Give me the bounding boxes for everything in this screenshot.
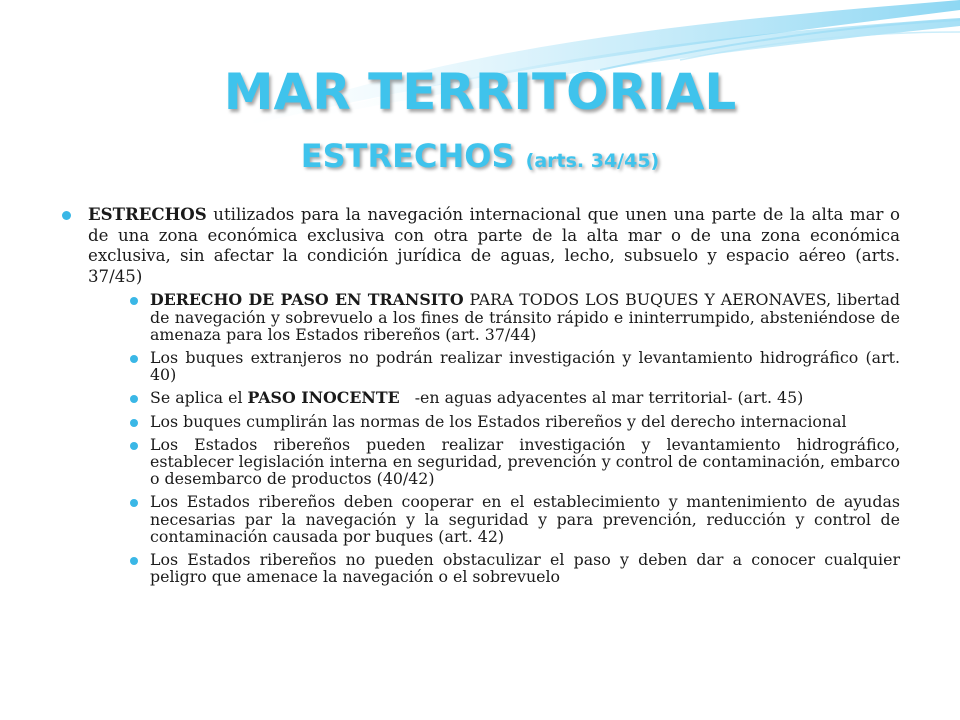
bullet-dot-icon <box>130 419 138 427</box>
sub-bullet-pre: Los Estados ribereños deben cooperar en el establecimiento y mantenimiento de ayudas necesarias par la navegación y la seguridad y para prevención, reducción y control de contaminación causada por buques (art. 42) <box>150 492 900 546</box>
sub-bullet-pre: Los Estados ribereños no pueden obstaculizar el paso y deben dar a conocer cualquier peligro que amenace la navegación o el sobrevuelo <box>150 550 900 587</box>
sub-bullet-pre: Los buques cumplirán las normas de los Estados ribereños y del derecho internacional <box>150 411 847 431</box>
sub-bullet-text: PARA TODOS LOS BUQUES Y AERONAVES, libertad de navegación y sobrevuelo a los fines de tránsito rápido e ininterrumpido, absteniéndose de amenaza para los Estados ribereños (art. 37/44) <box>150 290 900 344</box>
sub-bullet-pre: Se aplica el <box>150 388 248 408</box>
subtitle-text: ESTRECHOS <box>300 137 515 175</box>
sub-bullet-item <box>88 413 900 430</box>
slide-title: MAR TERRITORIAL <box>223 63 737 121</box>
sub-bullet-pre: Los buques extranjeros no podrán realizar investigación y levantamiento hidrográfico (art. 40) <box>150 347 900 385</box>
main-list <box>62 204 900 585</box>
sub-bullet-item <box>88 291 900 343</box>
sub-bullet-pre: Los Estados ribereños pueden realizar investigación y levantamiento hidrográfico, establecer legislación interna en seguridad, prevención y control de contaminación, embarco o desembarco de productos (40/42) <box>150 434 900 489</box>
sub-bullet-item <box>88 493 900 545</box>
main-bullet-term: ESTRECHOS <box>88 204 207 224</box>
sub-bullet-item <box>88 349 900 383</box>
bullet-dot-icon <box>130 395 138 403</box>
bullet-dot-icon <box>130 442 138 450</box>
sub-list <box>88 291 900 585</box>
bullet-dot-icon <box>62 211 71 220</box>
bullet-dot-icon <box>130 557 138 565</box>
slide-body <box>62 204 900 591</box>
sub-bullet-item <box>88 436 900 488</box>
main-bullet-text: utilizados para la navegación internacional que unen una parte de la alta mar o de una zona económica exclusiva con otra parte de la alta mar o de una zona económica exclusiva, sin afectar la condición jurídica de aguas, lecho, subsuelo y espacio aéreo (arts. 37/45) <box>88 205 900 286</box>
slide-subtitle <box>0 136 960 181</box>
main-bullet-item <box>62 204 900 585</box>
subtitle-article-ref: (arts. 34/45) <box>525 150 660 172</box>
sub-bullet-item <box>88 551 900 585</box>
sub-bullet-text: -en aguas adyacentes al mar territorial- (art. 45) <box>399 388 804 408</box>
sub-bullet-term: PASO INOCENTE <box>247 388 400 408</box>
bullet-dot-icon <box>130 297 138 305</box>
sub-bullet-item <box>88 389 900 406</box>
bullet-dot-icon <box>130 355 138 363</box>
sub-bullet-term: DERECHO DE PASO EN TRANSITO <box>150 290 464 310</box>
bullet-dot-icon <box>130 499 138 507</box>
